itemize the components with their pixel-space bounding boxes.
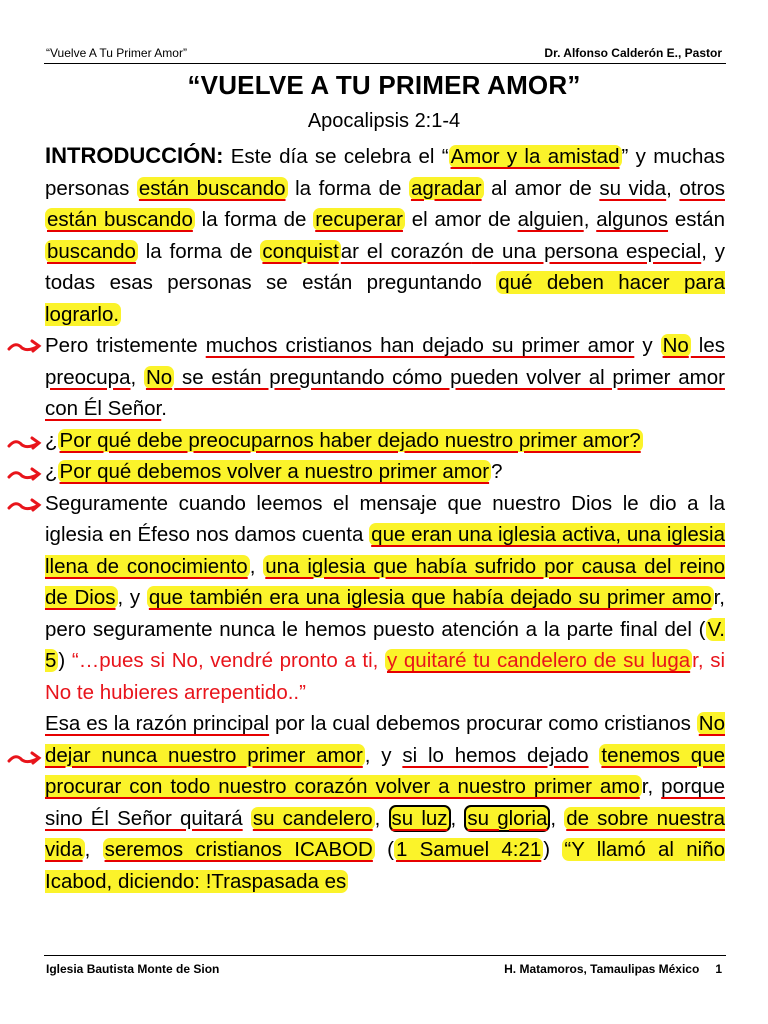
- paragraph-2: [45, 330, 725, 425]
- question-1: [45, 425, 725, 457]
- header-divider: [44, 63, 726, 64]
- footer-divider: [44, 955, 726, 956]
- circled-text: su gloria: [464, 805, 550, 832]
- paragraph-5: [45, 488, 725, 709]
- margin-arrow-icon: [6, 496, 42, 516]
- header-right: Dr. Alfonso Calderón E., Pastor: [544, 46, 722, 60]
- text-span: [589, 744, 600, 767]
- footer-location: H. Matamoros, Tamaulipas México: [504, 962, 700, 976]
- text-span: ?: [491, 460, 503, 483]
- paragraph-6: [45, 708, 725, 897]
- text-span: ,: [374, 806, 389, 830]
- text-span: ,: [450, 806, 465, 830]
- highlighted-text: recuperar: [315, 208, 403, 231]
- verse-reference: 1 Samuel 4:21: [395, 838, 542, 861]
- underlined-text: si lo hemos dejado: [402, 743, 589, 767]
- underlined-text: otros: [679, 176, 725, 200]
- highlighted-text: conquist: [262, 239, 339, 263]
- highlighted-text: tenemos que procurar con todo nuestro corazón volver a nuestro primer amo: [45, 743, 726, 798]
- footer-right: [504, 962, 722, 976]
- highlighted-text: No: [145, 365, 173, 389]
- text-span: r,: [641, 775, 662, 798]
- text-span: por la cual debemos procurar como cristianos: [269, 712, 697, 735]
- highlighted-text: están buscando: [138, 176, 286, 200]
- underlined-text: muchos cristianos han dejado su primer amor: [205, 334, 635, 357]
- footer-left: Iglesia Bautista Monte de Sion: [46, 962, 220, 976]
- page-number: 1: [715, 962, 722, 976]
- highlighted-text: buscando: [47, 239, 136, 263]
- underlined-text: alguien: [517, 208, 584, 231]
- highlighted-text: agradar: [410, 176, 482, 200]
- underlined-text: algunos: [596, 208, 669, 231]
- highlighted-text: están buscando: [47, 208, 193, 231]
- margin-arrow-icon: [6, 465, 42, 485]
- text-span: están: [668, 208, 725, 231]
- margin-arrow-icon: [6, 749, 42, 769]
- text-span: , y: [364, 743, 403, 767]
- underlined-text: Esa es la razón principal: [45, 712, 270, 735]
- highlighted-text: de sobre nuestra vida: [45, 806, 725, 861]
- text-span: ): [543, 838, 563, 861]
- text-span: Seguramente cuando leemos el mensaje que nuestro Dios le dio a la iglesia en Éfeso nos damos cuenta: [45, 491, 725, 546]
- text-span: r, pero seguramente nunca le hemos puesto atención a la parte final del (: [45, 586, 725, 641]
- highlighted-text: No dejar nunca nuestro primer amor: [45, 712, 725, 767]
- highlighted-text: Por qué debe preocuparnos haber dejado nuestro primer amor?: [59, 428, 641, 452]
- intro-label: INTRODUCCIÓN:: [45, 143, 224, 168]
- underlined-text: de una persona especial: [471, 239, 702, 263]
- margin-arrow-icon: [6, 337, 42, 357]
- text-span: ¿: [45, 428, 58, 452]
- highlighted-text: que también era una iglesia que había dejado su primer amo: [148, 586, 712, 609]
- highlighted-scripture: y quitaré tu candelero de su luga: [387, 649, 691, 672]
- text-span: ¿: [45, 460, 58, 483]
- text-span: , y todas esas personas se están preguntando: [45, 239, 725, 294]
- highlighted-text: Amor y la amistad: [450, 145, 620, 168]
- page-subtitle: Apocalipsis 2:1-4: [307, 110, 461, 132]
- text-span: ,: [84, 838, 103, 861]
- paragraph-introduction: [45, 140, 725, 330]
- page-title: “VUELVE A TU PRIMER AMOR”: [187, 70, 581, 100]
- text-span: ,: [666, 176, 680, 200]
- text-span: la forma de: [194, 208, 314, 231]
- highlighted-text: seremos cristianos ICABOD: [104, 838, 373, 861]
- highlighted-text: Por qué debemos volver a nuestro primer amor: [59, 460, 490, 483]
- text-span: (: [374, 838, 394, 861]
- highlighted-text: que eran una iglesia activa, una iglesia llena de conocimiento: [45, 523, 725, 578]
- margin-arrow-icon: [6, 434, 42, 454]
- text-span: y: [634, 334, 661, 357]
- underlined-text: les preocupa: [45, 334, 726, 389]
- scripture-quote: r, si No te hubieres arrepentido..”: [45, 649, 725, 704]
- text-span: la forma de: [137, 239, 261, 263]
- text-span: Pero tristemente: [45, 334, 206, 357]
- text-span: el amor de: [404, 208, 518, 231]
- highlighted-text: “Y llamó al niño Icabod, diciendo: !Traspasada es: [45, 838, 725, 893]
- text-span: ,: [583, 208, 597, 231]
- highlighted-text: una iglesia que había sufrido por causa del reino de Dios: [45, 554, 725, 609]
- text-span: ): [58, 649, 72, 672]
- text-span: Este día se celebra el “: [223, 145, 449, 168]
- text-span: ,: [249, 554, 264, 578]
- text-span: ,: [130, 365, 144, 389]
- text-span: [243, 807, 251, 830]
- question-2: [45, 456, 725, 488]
- highlighted-text: qué deben hacer para lograrlo.: [45, 271, 726, 326]
- text-span: ,: [550, 806, 565, 830]
- underlined-text: ar el corazón: [340, 239, 472, 263]
- header-left: “Vuelve A Tu Primer Amor”: [46, 46, 187, 60]
- text-span: ” y muchas personas: [45, 145, 725, 200]
- text-span: , y: [117, 586, 147, 609]
- circled-text: su luz: [389, 805, 451, 832]
- text-span: la forma de: [287, 176, 409, 200]
- verse-reference: V. 5: [45, 617, 725, 672]
- scripture-quote: “…pues si No, vendré pronto a ti,: [71, 649, 386, 672]
- underlined-text: porque sino Él Señor quitará: [45, 775, 726, 830]
- underlined-text: se están preguntando cómo pueden volver al primer amor con Él Señor: [45, 365, 725, 420]
- underlined-text: su vida: [599, 176, 667, 200]
- sermon-body: [45, 140, 725, 897]
- text-span: .: [161, 397, 167, 420]
- highlighted-text: su candelero: [252, 806, 373, 830]
- text-span: al amor de: [483, 176, 600, 200]
- highlighted-text: No: [662, 334, 689, 357]
